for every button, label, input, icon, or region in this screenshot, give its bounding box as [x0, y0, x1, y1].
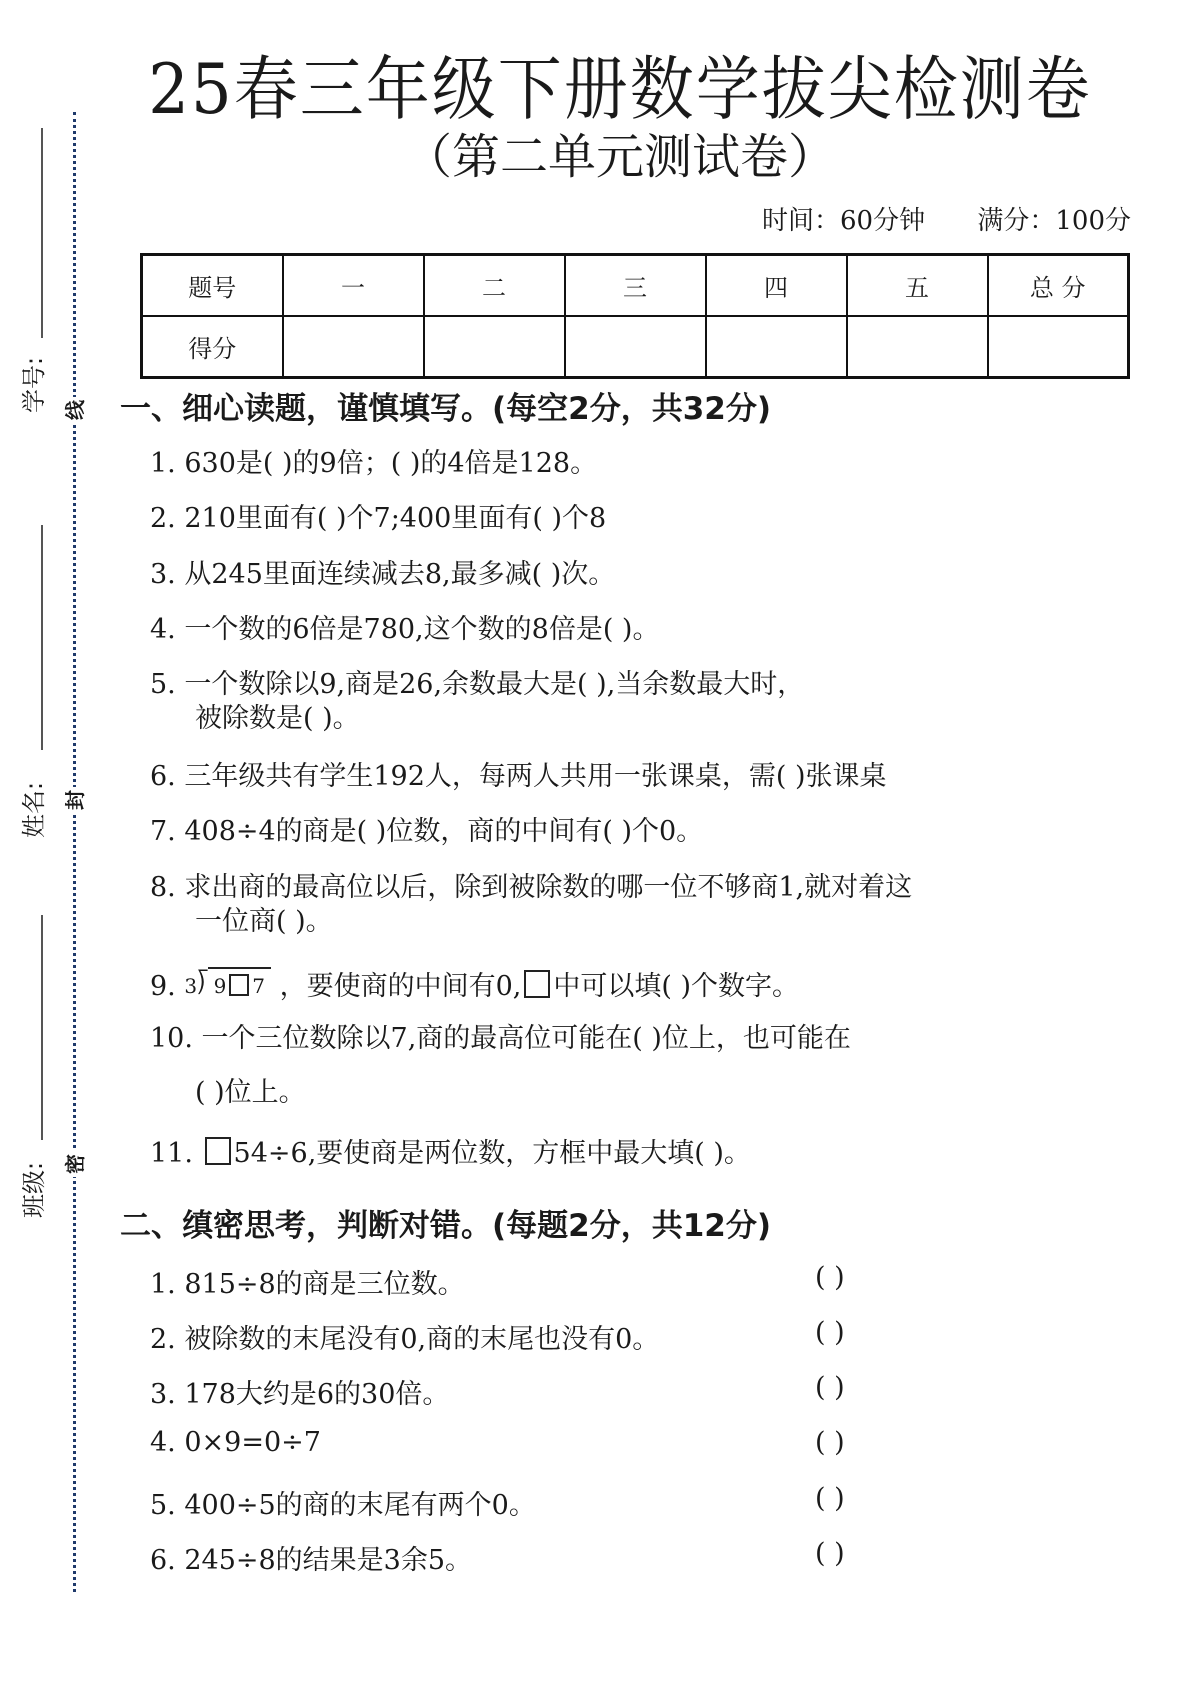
long-division-figure: 3⟌ 9 7	[184, 967, 271, 1003]
question-text: 3. 从245里面连续减去8,最多减( )次。	[150, 559, 616, 590]
question-text: 54÷6,要使商是两位数，方框中最大填( )。	[233, 1138, 751, 1169]
question-8	[150, 871, 912, 939]
dividend-digit: 7	[252, 974, 266, 998]
header-cell: 四	[706, 255, 847, 317]
student-id-label: 学号:	[20, 356, 48, 413]
seal-char-seal: 封	[63, 787, 87, 813]
dividend	[208, 967, 271, 1003]
header-cell: 二	[424, 255, 565, 317]
divisor: 3	[184, 974, 198, 998]
question-text: 4. 一个数的6倍是780,这个数的8倍是( )。	[150, 614, 660, 645]
dividend-digit: 9	[213, 974, 227, 998]
question-number: 9.	[150, 971, 185, 1002]
seal-char-secret: 密	[63, 1151, 87, 1177]
score-table	[140, 253, 1130, 379]
score-row-label: 得分	[142, 316, 283, 378]
judge-item-5	[150, 1483, 910, 1522]
question-2	[150, 502, 606, 536]
question-9	[150, 967, 799, 1004]
score-table-header-row	[142, 255, 1129, 317]
class-label: 班级:	[20, 1161, 48, 1218]
question-4	[150, 613, 659, 647]
answer-blank[interactable]: ( )	[815, 1262, 845, 1293]
question-text: 10. 一个三位数除以7,商的最高位可能在( )位上，也可能在	[150, 1023, 851, 1054]
seal-char-line: 线	[63, 397, 87, 423]
dotted-seal-line	[73, 112, 76, 1592]
blank-box-icon	[205, 1137, 231, 1165]
question-6	[150, 760, 887, 794]
question-text-cont: 一位商( )。	[195, 906, 333, 937]
answer-blank[interactable]: ( )	[815, 1317, 845, 1348]
question-text: 6. 三年级共有学生192人，每两人共用一张课桌，需( )张课桌	[150, 761, 887, 792]
question-number: 11.	[150, 1138, 202, 1169]
judge-text: 5. 400÷5的商的末尾有两个0。	[150, 1490, 536, 1521]
judge-text: 1. 815÷8的商是三位数。	[150, 1269, 465, 1300]
header-cell: 三	[565, 255, 706, 317]
exam-meta	[718, 200, 1131, 237]
question-text: 2. 210里面有( )个7;400里面有( )个8	[150, 503, 607, 534]
score-cell[interactable]	[706, 316, 847, 378]
binding-margin	[0, 0, 100, 1684]
answer-blank[interactable]: ( )	[815, 1538, 845, 1569]
student-id-underline	[41, 128, 43, 338]
answer-blank[interactable]: ( )	[815, 1372, 845, 1403]
blank-box-icon	[524, 970, 550, 998]
question-7	[150, 815, 703, 849]
judge-text: 3. 178大约是6的30倍。	[150, 1379, 450, 1410]
header-cell: 五	[847, 255, 988, 317]
score-cell[interactable]	[988, 316, 1129, 378]
question-text-cont: 被除数是( )。	[195, 703, 360, 734]
name-label: 姓名:	[20, 781, 48, 838]
question-text: 8. 求出商的最高位以后，除到被除数的哪一位不够商1,就对着这	[150, 872, 913, 903]
score-cell[interactable]	[424, 316, 565, 378]
judge-text: 4. 0×9=0÷7	[150, 1427, 321, 1458]
question-10-cont	[195, 1076, 306, 1110]
question-text: 1. 630是( )的9倍；( )的4倍是128。	[150, 448, 598, 479]
judge-item-1	[150, 1262, 910, 1301]
judge-text: 2. 被除数的末尾没有0,商的末尾也没有0。	[150, 1324, 660, 1355]
judge-item-6	[150, 1538, 910, 1577]
judge-text: 6. 245÷8的结果是3余5。	[150, 1545, 473, 1576]
score-cell[interactable]	[565, 316, 706, 378]
judge-item-4	[150, 1427, 910, 1458]
page-title: 25春三年级下册数学拔尖检测卷	[148, 50, 1092, 131]
blank-box-icon	[229, 974, 249, 996]
exam-time: 时间：60分钟	[762, 206, 926, 236]
question-10	[150, 1022, 851, 1056]
score-cell[interactable]	[283, 316, 424, 378]
header-cell: 一	[283, 255, 424, 317]
answer-blank[interactable]: ( )	[815, 1427, 845, 1458]
exam-full-score: 满分：100分	[977, 206, 1131, 236]
question-11	[150, 1137, 751, 1171]
name-underline	[41, 525, 43, 750]
question-text: 5. 一个数除以9,商是26,余数最大是( ),当余数最大时，	[150, 669, 805, 700]
header-cell: 总 分	[988, 255, 1129, 317]
question-text: 中可以填( )个数字。	[553, 971, 800, 1002]
question-text: 7. 408÷4的商是( )位数，商的中间有( )个0。	[150, 816, 704, 847]
page-subtitle: （第二单元测试卷）	[403, 129, 836, 185]
question-1	[150, 447, 597, 481]
class-underline	[41, 915, 43, 1140]
judge-item-3	[150, 1372, 910, 1411]
section1-heading: 一、细心读题，谨慎填写。(每空2分，共32分)	[120, 391, 772, 427]
score-cell[interactable]	[847, 316, 988, 378]
header-cell: 题号	[142, 255, 283, 317]
question-text-cont: ( )位上。	[195, 1077, 306, 1108]
answer-blank[interactable]: ( )	[815, 1483, 845, 1514]
score-table-score-row	[142, 316, 1129, 378]
judge-item-2	[150, 1317, 910, 1356]
question-3	[150, 558, 615, 592]
question-text: ，要使商的中间有0,	[279, 971, 522, 1002]
question-5	[150, 668, 804, 736]
section2-heading: 二、缜密思考，判断对错。(每题2分，共12分)	[120, 1208, 772, 1244]
